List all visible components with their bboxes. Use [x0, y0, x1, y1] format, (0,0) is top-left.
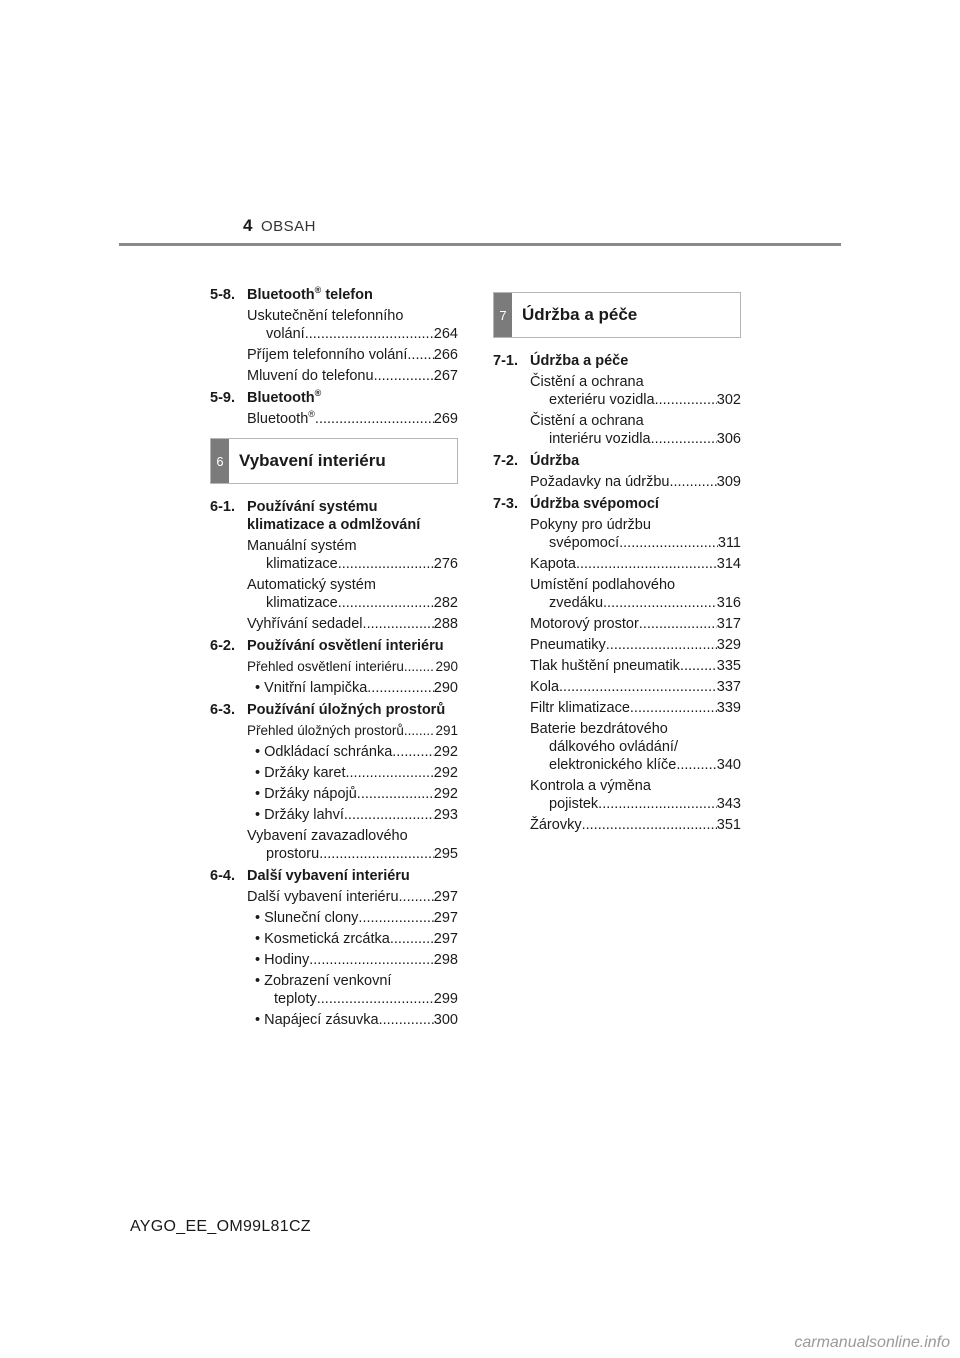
toc-entry-row	[530, 615, 741, 633]
section-title	[530, 495, 741, 513]
section-title	[247, 389, 458, 407]
dot-leader	[676, 756, 716, 774]
toc-entry[interactable]	[255, 764, 458, 782]
page-reference[interactable]: 329	[716, 637, 741, 653]
toc-entry-text	[247, 346, 407, 364]
dot-leader	[358, 909, 433, 927]
toc-entry-text	[255, 930, 390, 948]
section-heading[interactable]	[493, 352, 741, 370]
toc-entry-text	[549, 430, 651, 448]
dot-leader	[344, 806, 434, 824]
toc-entry-line: Pokyny pro údržbu	[530, 517, 651, 533]
toc-entry-line: Filtr klimatizace	[530, 700, 630, 716]
dot-leader	[630, 699, 717, 717]
dot-leader	[582, 816, 717, 834]
section-title-text: Bluetooth	[247, 390, 315, 406]
section-heading[interactable]	[493, 452, 741, 470]
section-number: 6-4.	[210, 868, 235, 884]
toc-entry-line: Příjem telefonního volání	[247, 347, 408, 363]
toc-entry-text	[247, 888, 399, 906]
page-reference[interactable]: 340	[716, 757, 741, 773]
toc-entry-row	[530, 594, 741, 612]
page-reference[interactable]: 306	[716, 431, 741, 447]
page-reference[interactable]: 292	[433, 744, 458, 760]
toc-entry-text	[549, 534, 619, 552]
section-heading[interactable]	[493, 495, 741, 513]
toc-entry-line: • Sluneční clony	[255, 910, 359, 926]
section-title	[247, 867, 458, 885]
toc-entry-line: Bluetooth	[247, 411, 309, 427]
dot-leader	[639, 615, 717, 633]
toc-entry[interactable]	[530, 473, 741, 491]
toc-entry-row	[247, 367, 458, 385]
toc-entry-line: Kola	[530, 679, 560, 695]
page-reference[interactable]: 316	[716, 595, 741, 611]
toc-entry[interactable]	[530, 516, 741, 552]
dot-leader	[651, 430, 717, 448]
toc-entry-text	[549, 756, 676, 774]
registered-mark: ®	[308, 409, 315, 420]
toc-entry-text	[530, 636, 606, 654]
dot-leader	[404, 722, 436, 740]
toc-entry-text	[255, 743, 392, 761]
page-reference[interactable]: 290	[433, 680, 458, 696]
toc-entry-row	[530, 657, 741, 675]
toc-left-column	[210, 282, 458, 1032]
section-title-text: Údržba	[530, 453, 580, 469]
toc-entry-line: Čistění a ochrana	[530, 413, 644, 429]
toc-right-column	[493, 282, 741, 837]
section-title	[247, 701, 458, 719]
toc-entry-row	[247, 555, 458, 573]
toc-entry-line: • Držáky lahví	[255, 807, 344, 823]
dot-leader	[357, 785, 434, 803]
toc-entry-text	[549, 795, 598, 813]
toc-entry-line: elektronického klíče	[549, 757, 677, 773]
page-reference[interactable]: 295	[433, 846, 458, 862]
page-reference[interactable]: 264	[433, 326, 458, 342]
toc-entry-row	[255, 806, 458, 824]
dot-leader	[379, 1011, 434, 1029]
toc-entry-text	[530, 816, 582, 834]
toc-entry-text	[247, 410, 315, 428]
dot-leader	[619, 534, 718, 552]
toc-entry[interactable]	[530, 373, 741, 409]
dot-leader	[305, 325, 434, 343]
toc-entry-text	[530, 473, 669, 491]
toc-entry[interactable]	[247, 307, 458, 343]
page-reference[interactable]: 266	[433, 347, 458, 363]
section-title-text: Používání osvětlení interiéru	[247, 638, 444, 654]
toc-entry[interactable]	[255, 972, 458, 1008]
toc-entry-line: • Zobrazení venkovní	[255, 973, 392, 989]
toc-entry-line: Další vybavení interiéru	[247, 889, 399, 905]
toc-entry-line: • Držáky nápojů	[255, 786, 357, 802]
toc-entry-row	[530, 795, 741, 813]
toc-entry[interactable]	[255, 951, 458, 969]
toc-entry-text	[530, 699, 630, 717]
toc-entry-text	[274, 990, 317, 1008]
page-reference[interactable]: 309	[716, 474, 741, 490]
toc-entry[interactable]	[530, 555, 741, 573]
section-heading[interactable]	[210, 867, 458, 885]
page-reference[interactable]: 292	[433, 786, 458, 802]
toc-entry-text	[549, 391, 655, 409]
toc-entry[interactable]	[530, 678, 741, 696]
page-reference[interactable]: 291	[435, 723, 458, 738]
page-reference[interactable]: 297	[433, 931, 458, 947]
toc-entry[interactable]	[530, 657, 741, 675]
toc-entry-line: svépomocí	[549, 535, 620, 551]
toc-entry-line: • Vnitřní lampička	[255, 680, 368, 696]
toc-entry-text	[255, 764, 345, 782]
toc-entry-line: Žárovky	[530, 817, 582, 833]
toc-entry-row	[255, 909, 458, 927]
toc-entry-text	[247, 658, 404, 676]
toc-entry-text	[549, 594, 603, 612]
watermark: carmanualsonline.info	[794, 1334, 950, 1351]
toc-entry-line: Čistění a ochrana	[530, 374, 644, 390]
toc-entry[interactable]	[530, 615, 741, 633]
dot-leader	[390, 930, 434, 948]
page-reference[interactable]: 269	[433, 411, 458, 427]
toc-entry-line: teploty	[274, 991, 317, 1007]
chapter-heading[interactable]	[210, 438, 458, 484]
page-reference[interactable]: 293	[433, 807, 458, 823]
toc-entry-row	[255, 785, 458, 803]
toc-entry[interactable]	[530, 816, 741, 834]
dot-leader	[309, 951, 434, 969]
header-divider	[119, 243, 841, 246]
dot-leader	[374, 367, 434, 385]
toc-entry-text	[255, 951, 309, 969]
toc-entry-row	[255, 1011, 458, 1029]
page-reference[interactable]: 299	[433, 991, 458, 1007]
toc-entry[interactable]	[247, 722, 458, 740]
toc-entry-text	[530, 555, 576, 573]
toc-entry[interactable]	[247, 537, 458, 573]
section-heading[interactable]	[210, 286, 458, 304]
toc-entry-row	[247, 845, 458, 863]
registered-mark: ®	[314, 285, 322, 296]
page-reference[interactable]: 297	[433, 889, 458, 905]
toc-entry[interactable]	[530, 576, 741, 612]
toc-entry-line: dálkového ovládání/	[549, 739, 678, 755]
toc-entry-row	[247, 658, 458, 676]
toc-entry[interactable]	[247, 346, 458, 364]
dot-leader	[576, 555, 717, 573]
toc-entry-row	[247, 346, 458, 364]
toc-entry-text	[266, 594, 338, 612]
toc-entry-row	[255, 764, 458, 782]
toc-entry[interactable]	[247, 410, 458, 428]
toc-entry-line: • Napájecí zásuvka	[255, 1012, 379, 1028]
page-reference[interactable]: 343	[716, 796, 741, 812]
toc-entry-line: Tlak huštění pneumatik	[530, 658, 680, 674]
chapter-number-tab: 6	[211, 439, 229, 483]
section-heading[interactable]	[210, 498, 458, 534]
section-title	[247, 286, 458, 304]
toc-entry-row	[530, 534, 741, 552]
dot-leader	[399, 888, 434, 906]
page-number: 4	[243, 216, 253, 235]
toc-entry[interactable]	[255, 909, 458, 927]
toc-entry-row	[255, 951, 458, 969]
toc-entry-line: • Hodiny	[255, 952, 310, 968]
toc-entry-line: zvedáku	[549, 595, 604, 611]
page-reference[interactable]: 267	[433, 368, 458, 384]
toc-entry-text	[255, 806, 344, 824]
chapter-heading[interactable]	[493, 292, 741, 338]
toc-entry-row	[247, 410, 458, 428]
toc-entry-row	[530, 555, 741, 573]
toc-entry-text	[247, 367, 374, 385]
toc-entry-row	[247, 325, 458, 343]
toc-entry[interactable]	[255, 743, 458, 761]
toc-entry-line: Vyhřívání sedadel	[247, 616, 363, 632]
toc-entry-text	[530, 657, 680, 675]
dot-leader	[319, 845, 434, 863]
dot-leader	[317, 990, 434, 1008]
section-number: 6-1.	[210, 499, 235, 515]
toc-entry-row	[247, 615, 458, 633]
toc-entry-row	[530, 756, 741, 774]
dot-leader	[598, 795, 717, 813]
toc-entry[interactable]	[255, 679, 458, 697]
toc-entry-line: Motorový prostor	[530, 616, 639, 632]
toc-entry[interactable]	[255, 930, 458, 948]
dot-leader	[603, 594, 717, 612]
toc-entry-line: Vybavení zavazadlového	[247, 828, 408, 844]
toc-entry-line: • Odkládací schránka	[255, 744, 393, 760]
toc-entry[interactable]	[247, 658, 458, 676]
page-reference[interactable]: 339	[716, 700, 741, 716]
toc-entry-line: pojistek	[549, 796, 599, 812]
section-number: 7-2.	[493, 453, 518, 469]
page-reference[interactable]: 337	[716, 679, 741, 695]
section-title	[530, 352, 741, 370]
toc-entry-text	[266, 845, 319, 863]
chapter-title: Vybavení interiéru	[239, 451, 386, 470]
toc-entry-row	[255, 679, 458, 697]
toc-entry-line: Automatický systém	[247, 577, 376, 593]
section-heading[interactable]	[210, 637, 458, 655]
toc-entry-line: Uskutečnění telefonního	[247, 308, 404, 324]
section-number: 5-9.	[210, 390, 235, 406]
toc-entry[interactable]	[530, 412, 741, 448]
page-header	[0, 0, 960, 250]
toc-entry[interactable]	[255, 806, 458, 824]
toc-entry[interactable]	[255, 1011, 458, 1029]
toc-entry-text	[266, 325, 305, 343]
toc-entry-line: • Držáky karet	[255, 765, 346, 781]
section-title	[530, 452, 741, 470]
dot-leader	[363, 615, 434, 633]
page-reference[interactable]: 311	[717, 535, 741, 551]
page-reference[interactable]: 314	[716, 556, 741, 572]
toc-entry-text	[255, 909, 358, 927]
dot-leader	[345, 764, 433, 782]
section-number: 7-1.	[493, 353, 518, 369]
toc-entry-text	[266, 555, 338, 573]
page-reference[interactable]: 302	[716, 392, 741, 408]
toc-entry-text	[255, 785, 357, 803]
dot-leader	[367, 679, 434, 697]
toc-entry[interactable]	[255, 785, 458, 803]
page-reference[interactable]: 276	[433, 556, 458, 572]
toc-entry-line: klimatizace	[266, 556, 338, 572]
toc-entry[interactable]	[247, 827, 458, 863]
toc-entry-row	[247, 722, 458, 740]
dot-leader	[669, 473, 716, 491]
page-reference[interactable]: 288	[433, 616, 458, 632]
page-reference[interactable]: 351	[716, 817, 741, 833]
toc-entry-line: Požadavky na údržbu	[530, 474, 670, 490]
toc-entry-text	[530, 615, 639, 633]
toc-entry-text	[255, 1011, 379, 1029]
section-title-text: Údržba svépomocí	[530, 496, 659, 512]
toc-entry[interactable]	[530, 777, 741, 813]
page-reference[interactable]: 282	[433, 595, 458, 611]
page-reference[interactable]: 300	[433, 1012, 458, 1028]
page-reference[interactable]: 317	[716, 616, 741, 632]
toc-entry[interactable]	[247, 367, 458, 385]
toc-entry-row	[255, 990, 458, 1008]
section-title-text: Údržba a péče	[530, 353, 629, 369]
chapter-title: Údržba a péče	[522, 305, 638, 324]
section-title-text: Bluetooth	[247, 287, 315, 303]
section-number: 7-3.	[493, 496, 518, 512]
dot-leader	[680, 657, 717, 675]
section-heading[interactable]	[210, 701, 458, 719]
toc-entry-row	[247, 888, 458, 906]
dot-leader	[404, 658, 436, 676]
dot-leader	[338, 594, 434, 612]
dot-leader	[315, 410, 434, 428]
dot-leader	[392, 743, 434, 761]
toc-entry-line: • Kosmetická zrcátka	[255, 931, 390, 947]
toc-entry-line: exteriéru vozidla	[549, 392, 655, 408]
page-reference[interactable]: 335	[716, 658, 741, 674]
page-reference[interactable]: 298	[433, 952, 458, 968]
section-title-text: Používání systému klimatizace a odmlžování	[247, 499, 421, 533]
section-number: 6-2.	[210, 638, 235, 654]
section-title-text: Používání úložných prostorů	[247, 702, 446, 718]
toc-entry[interactable]	[530, 699, 741, 717]
section-number: 5-8.	[210, 287, 235, 303]
dot-leader	[407, 346, 433, 364]
toc-entry-line: prostoru	[266, 846, 320, 862]
toc-entry[interactable]	[247, 576, 458, 612]
dot-leader	[559, 678, 717, 696]
registered-mark: ®	[314, 388, 322, 399]
toc-entry-row	[255, 743, 458, 761]
dot-leader	[655, 391, 717, 409]
dot-leader	[338, 555, 434, 573]
toc-entry-row	[530, 636, 741, 654]
toc-entry-row	[530, 699, 741, 717]
section-title	[247, 637, 458, 655]
toc-entry-text	[530, 678, 559, 696]
page-reference[interactable]: 292	[433, 765, 458, 781]
toc-entry[interactable]	[247, 615, 458, 633]
toc-entry-line: Manuální systém	[247, 538, 357, 554]
chapter-number-tab: 7	[494, 293, 512, 337]
toc-entry-text	[255, 679, 367, 697]
toc-entry-line: interiéru vozidla	[549, 431, 651, 447]
page-reference[interactable]: 290	[435, 659, 458, 674]
toc-entry[interactable]	[530, 636, 741, 654]
toc-entry-line: Baterie bezdrátového	[530, 721, 668, 737]
toc-entry[interactable]	[247, 888, 458, 906]
toc-entry-line: Přehled osvětlení interiéru	[247, 659, 404, 674]
toc-entry-line: Přehled úložných prostorů	[247, 723, 404, 738]
toc-entry-row	[247, 594, 458, 612]
section-heading[interactable]	[210, 389, 458, 407]
page-title: OBSAH	[261, 218, 317, 235]
toc-entry-line: volání	[266, 326, 305, 342]
toc-entry-row	[530, 391, 741, 409]
toc-entry-line: Kontrola a výměna	[530, 778, 651, 794]
toc-entry-line: Pneumatiky	[530, 637, 606, 653]
document-code: AYGO_EE_OM99L81CZ	[130, 1218, 311, 1235]
toc-entry-row	[530, 816, 741, 834]
section-title-suffix: telefon	[321, 287, 373, 303]
toc-entry-row	[530, 430, 741, 448]
toc-entry-line: Umístění podlahového	[530, 577, 676, 593]
toc-entry-text	[247, 722, 404, 740]
toc-entry-line: klimatizace	[266, 595, 338, 611]
toc-entry-line: Kapota	[530, 556, 576, 572]
toc-entry-line: Mluvení do telefonu	[247, 368, 374, 384]
toc-entry-text	[247, 615, 363, 633]
toc-entry[interactable]	[530, 720, 741, 774]
section-title	[247, 498, 458, 534]
toc-entry-row	[530, 473, 741, 491]
toc-entry-row	[255, 930, 458, 948]
section-number: 6-3.	[210, 702, 235, 718]
toc-entry-row	[530, 678, 741, 696]
dot-leader	[606, 636, 717, 654]
page-reference[interactable]: 297	[433, 910, 458, 926]
section-title-text: Další vybavení interiéru	[247, 868, 410, 884]
